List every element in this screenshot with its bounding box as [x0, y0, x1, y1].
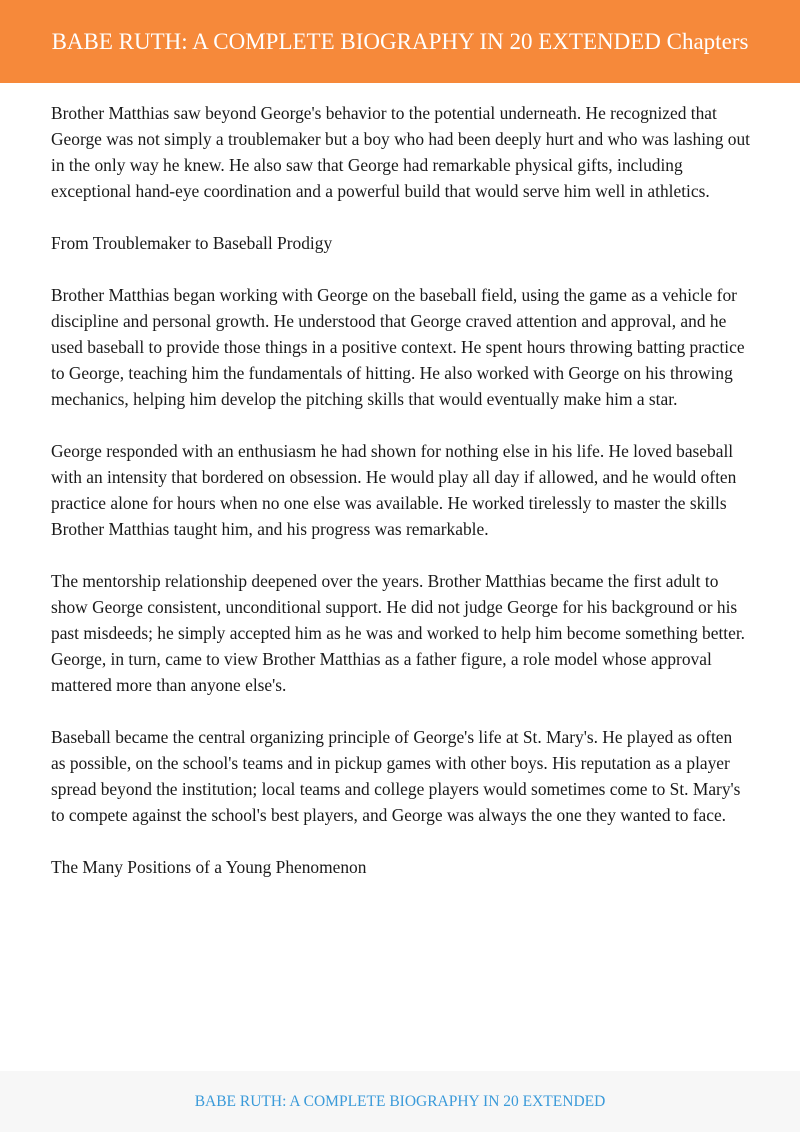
header-title: BABE RUTH: A COMPLETE BIOGRAPHY IN 20 EXTENDED Chapters [51, 28, 749, 54]
section-heading: From Troublemaker to Baseball Prodigy [51, 233, 333, 253]
body-paragraph: The mentorship relationship deepened over the years. Brother Matthias became the first adult to show George consistent, unconditional support. He did not judge George for his background or his past misdeeds; he simply accepted him as he was and worked to help him become something better. George, in turn, came to view Brother Matthias as a father figure, a role model whose approval mattered more than anyone else's. [51, 571, 746, 695]
body-paragraph: Brother Matthias saw beyond George's behavior to the potential underneath. He recognized that George was not simply a troublemaker but a boy who had been deeply hurt and who was lashing out in the only way he knew. He also saw that George had remarkable physical gifts, including exceptional hand-eye coordination and a powerful build that would serve him well in athletics. [51, 103, 751, 201]
footer-text: BABE RUTH: A COMPLETE BIOGRAPHY IN 20 EXTENDED [194, 1092, 606, 1110]
page-header [0, 0, 800, 83]
section-heading: The Many Positions of a Young Phenomenon [51, 857, 367, 877]
body-paragraph: George responded with an enthusiasm he had shown for nothing else in his life. He loved baseball with an intensity that bordered on obsession. He would play all day if allowed, and he would often practice alone for hours when no one else was available. He worked tirelessly to master the skills Brother Matthias taught him, and his progress was remarkable. [51, 441, 737, 539]
body-paragraph: Brother Matthias began working with George on the baseball field, using the game as a vehicle for discipline and personal growth. He understood that George craved attention and approval, and he used baseball to provide those things in a positive context. He spent hours throwing batting practice to George, teaching him the fundamentals of hitting. He also worked with George on his throwing mechanics, helping him develop the pitching skills that would eventually make him a star. [51, 285, 745, 409]
page-content [51, 100, 751, 906]
body-paragraph: Baseball became the central organizing principle of George's life at St. Mary's. He played as often as possible, on the school's teams and in pickup games with other boys. His reputation as a player spread beyond the institution; local teams and college players would sometimes come to St. Mary's to compete against the school's best players, and George was always the one they wanted to face. [51, 727, 741, 825]
page-footer [0, 1071, 800, 1132]
